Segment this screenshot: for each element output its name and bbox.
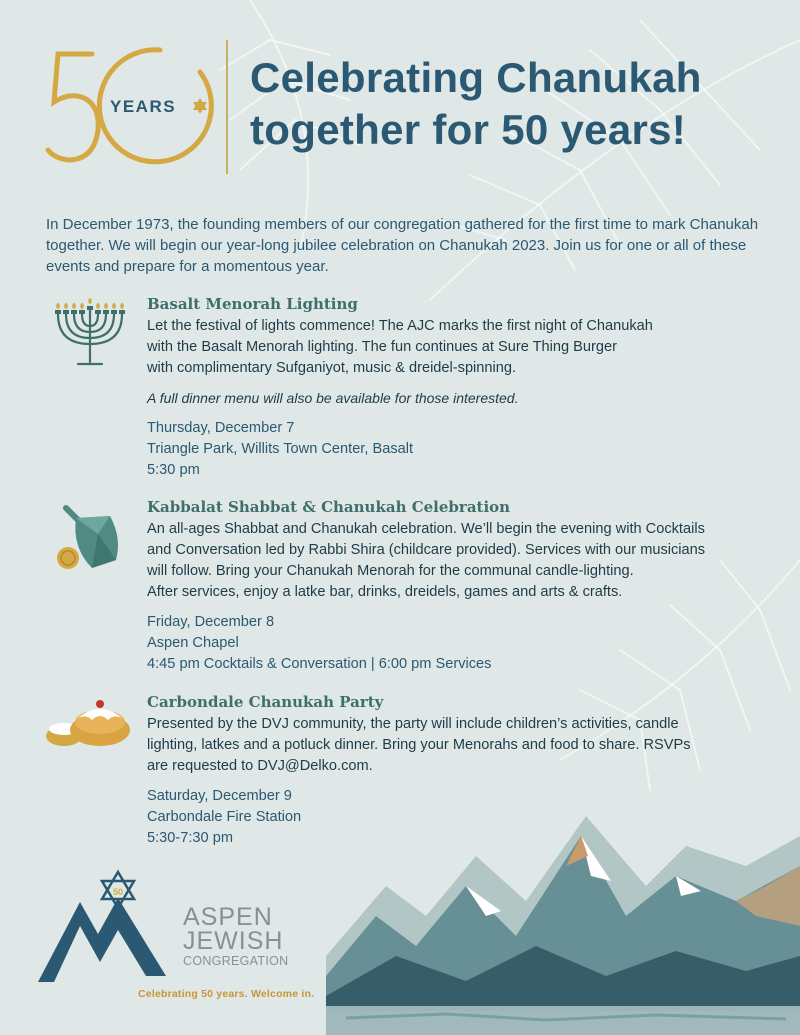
intro-paragraph: In December 1973, the founding members of our congregation gathered for the first time to mark Chanukah together. We will begin our year-long jubilee celebration on Chanukah 2023. Join us for one or all of these events and prepare for a momentous year. — [46, 216, 759, 275]
event-description-line: will follow. Bring your Chanukah Menorah for the communal candle-lighting. — [147, 563, 634, 579]
menorah-icon — [48, 296, 132, 372]
event-time: 4:45 pm Cocktails & Conversation | 6:00 pm Services — [147, 656, 492, 672]
watercolor-mountains-illustration — [326, 806, 800, 1035]
sufganiyot-icon — [44, 692, 134, 748]
event-time: 5:30 pm — [147, 462, 200, 478]
event-time: 5:30-7:30 pm — [147, 830, 233, 846]
event-kabbalat-shabbat-chanukah-celebration — [147, 497, 787, 675]
event-description-line: An all-ages Shabbat and Chanukah celebration. We’ll begin the evening with Cocktails — [147, 521, 705, 537]
event-note: A full dinner menu will also be available for those interested. — [147, 390, 519, 406]
dreidel-icon — [52, 498, 126, 576]
event-description-line: and Conversation led by Rabbi Shira (childcare provided). Services with our musicians — [147, 542, 706, 558]
org-name-line-2: JEWISH — [183, 927, 284, 955]
event-location: Triangle Park, Willits Town Center, Basalt — [147, 441, 414, 457]
logo-years-text: YEARS — [110, 97, 177, 116]
org-tagline: Celebrating 50 years. Welcome in. — [138, 988, 315, 1000]
event-title: Carbondale Chanukah Party — [147, 693, 384, 711]
event-description-line: with the Basalt Menorah lighting. The fun continues at Sure Thing Burger — [147, 339, 617, 355]
event-date: Friday, December 8 — [147, 614, 275, 630]
org-name-line-3: CONGREGATION — [183, 954, 289, 968]
header-divider — [226, 40, 228, 174]
event-date: Saturday, December 9 — [147, 788, 292, 804]
event-description-line: are requested to DVJ@Delko.com. — [147, 758, 373, 774]
event-description-line: with complimentary Sufganiyot, music & dreidel-spinning. — [147, 360, 517, 376]
event-description-line: After services, enjoy a latke bar, drinks, dreidels, games and arts & crafts. — [147, 584, 623, 600]
event-date: Thursday, December 7 — [147, 420, 295, 436]
event-description-line: Let the festival of lights commence! The AJC marks the first night of Chanukah — [147, 318, 653, 334]
fifty-years-logo — [40, 40, 220, 170]
event-location: Carbondale Fire Station — [147, 809, 302, 825]
event-details — [147, 612, 787, 675]
page-title — [250, 52, 702, 156]
event-location: Aspen Chapel — [147, 635, 239, 651]
event-basalt-menorah-lighting — [147, 294, 787, 481]
title-line-1: Celebrating Chanukah — [250, 54, 702, 101]
title-line-2: together for 50 years! — [250, 106, 687, 153]
org-name-line-1: ASPEN — [183, 903, 273, 931]
event-details — [147, 418, 787, 481]
org-name — [183, 905, 288, 969]
event-title: Kabbalat Shabbat & Chanukah Celebration — [147, 498, 511, 516]
event-description-line: lighting, latkes and a potluck dinner. Bring your Menorahs and food to share. RSVPs — [147, 737, 691, 753]
event-description-line: Presented by the DVJ community, the party will include children’s activities, candle — [147, 716, 679, 732]
logo-star-number: 50 — [112, 887, 124, 897]
event-title: Basalt Menorah Lighting — [147, 295, 358, 313]
